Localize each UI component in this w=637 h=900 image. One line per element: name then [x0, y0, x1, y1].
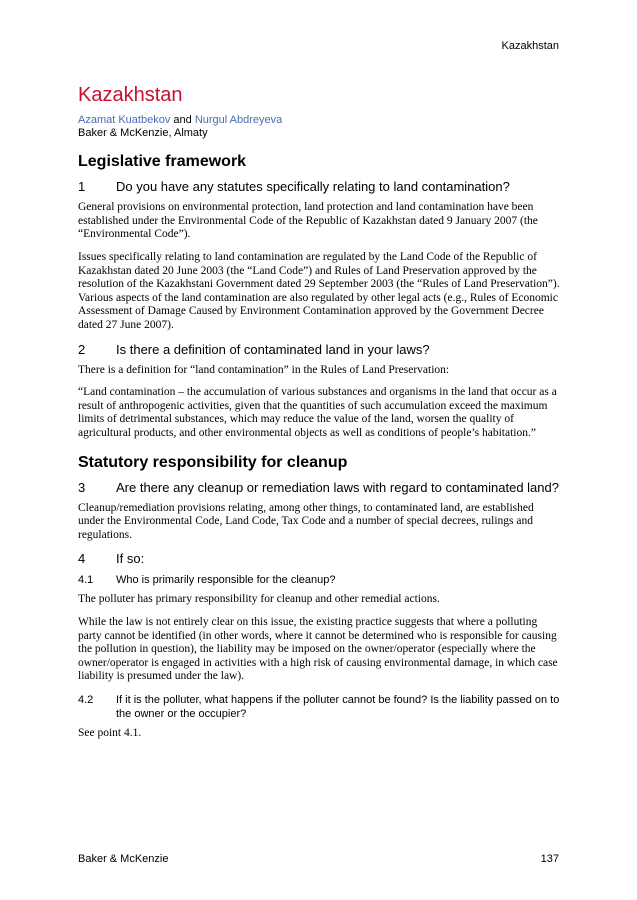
section-heading-statutory: Statutory responsibility for cleanup [78, 453, 348, 471]
quoted-definition: “Land contamination – the accumulation of various substances and organisms in the land that occur as a result of anthropogenic activities, given that the quantities of such accumulation exceed the maximum limits of detrimental substances, which may reduce the value of the land, worsen the quality of agricultural products, and other environmental objects as well as conditions of people’s habitation.” [78, 386, 557, 439]
question-4 [78, 551, 560, 567]
paragraph: General provisions on environmental protection, land protection and land contamination have been established under the Environmental Code of the Republic of Kazakhstan dated 9 January 2007 (the “Environmental Code”). [78, 201, 538, 241]
question-number: 2 [78, 341, 86, 357]
subquestion-number: 4.2 [78, 694, 94, 707]
paragraph: There is a definition for “land contamination” in the Rules of Land Preservation: [78, 363, 450, 376]
question-text: Do you have any statutes specifically relating to land contamination? [116, 179, 510, 195]
question-text: If so: [116, 551, 145, 567]
page-number: 137 [540, 853, 559, 865]
author-link-kuatbekov[interactable]: Azamat Kuatbekov [78, 114, 171, 126]
subquestion-4-1 [78, 573, 560, 587]
page-title: Kazakhstan [78, 84, 183, 106]
footer-firm-name: Baker & McKenzie [78, 853, 169, 865]
page-content [78, 84, 560, 750]
question-3 [78, 480, 560, 496]
author-link-abdreyeva[interactable]: Nurgul Abdreyeva [194, 114, 283, 126]
question-number: 3 [78, 479, 86, 495]
question-1 [78, 179, 560, 195]
question-2 [78, 342, 560, 358]
paragraph: While the law is not entirely clear on this issue, the existing practice suggests that where a polluting party cannot be identified (in other words, where it cannot be determined who is responsible for causing the pollution in question), the liability may be imposed on the owner/operator (especially where the owner/operator is engaged in activities with a high risk of causing environmental damage, in which case liability is presumed under the law). [78, 616, 558, 683]
author-conjunction: and [173, 114, 192, 126]
author-affiliation: Baker & McKenzie, Almaty [78, 127, 208, 139]
question-number: 1 [78, 179, 86, 195]
subquestion-number: 4.1 [78, 574, 94, 587]
question-text: Are there any cleanup or remediation laws with regard to contaminated land? [116, 479, 559, 495]
question-text: Is there a definition of contaminated land in your laws? [116, 341, 430, 357]
running-header: Kazakhstan [501, 40, 559, 52]
question-number: 4 [78, 551, 86, 567]
paragraph: See point 4.1. [78, 727, 142, 740]
section-heading-legislative: Legislative framework [78, 153, 247, 170]
paragraph: Cleanup/remediation provisions relating, among other things, to contaminated land, are established under the Environmental Code, Land Code, Tax Code and a number of special decrees, rulings and regulations. [78, 501, 534, 541]
subquestion-text: If it is the polluter, what happens if the polluter cannot be found? Is the liability passed on to the owner or the occupier? [116, 694, 560, 721]
paragraph: Issues specifically relating to land contamination are regulated by the Land Code of the Republic of Kazakhstan dated 20 June 2003 (the “Land Code”) and Rules of Land Preservation approved by the resolution of the Kazakhstani Government dated 29 September 2003 (the “Rules of Land Preservation”). Various aspects of the land contamination are also regulated by other legal acts (e.g., Rules of Economic Assessment of Damage Caused by Environment Contamination approved by the Government Decree dated 27 June 2007). [78, 250, 560, 331]
subquestion-text: Who is primarily responsible for the cleanup? [116, 574, 336, 587]
author-block [78, 114, 560, 140]
paragraph: The polluter has primary responsibility for cleanup and other remedial actions. [78, 593, 440, 606]
author-line [78, 114, 560, 127]
subquestion-4-2 [78, 693, 560, 721]
